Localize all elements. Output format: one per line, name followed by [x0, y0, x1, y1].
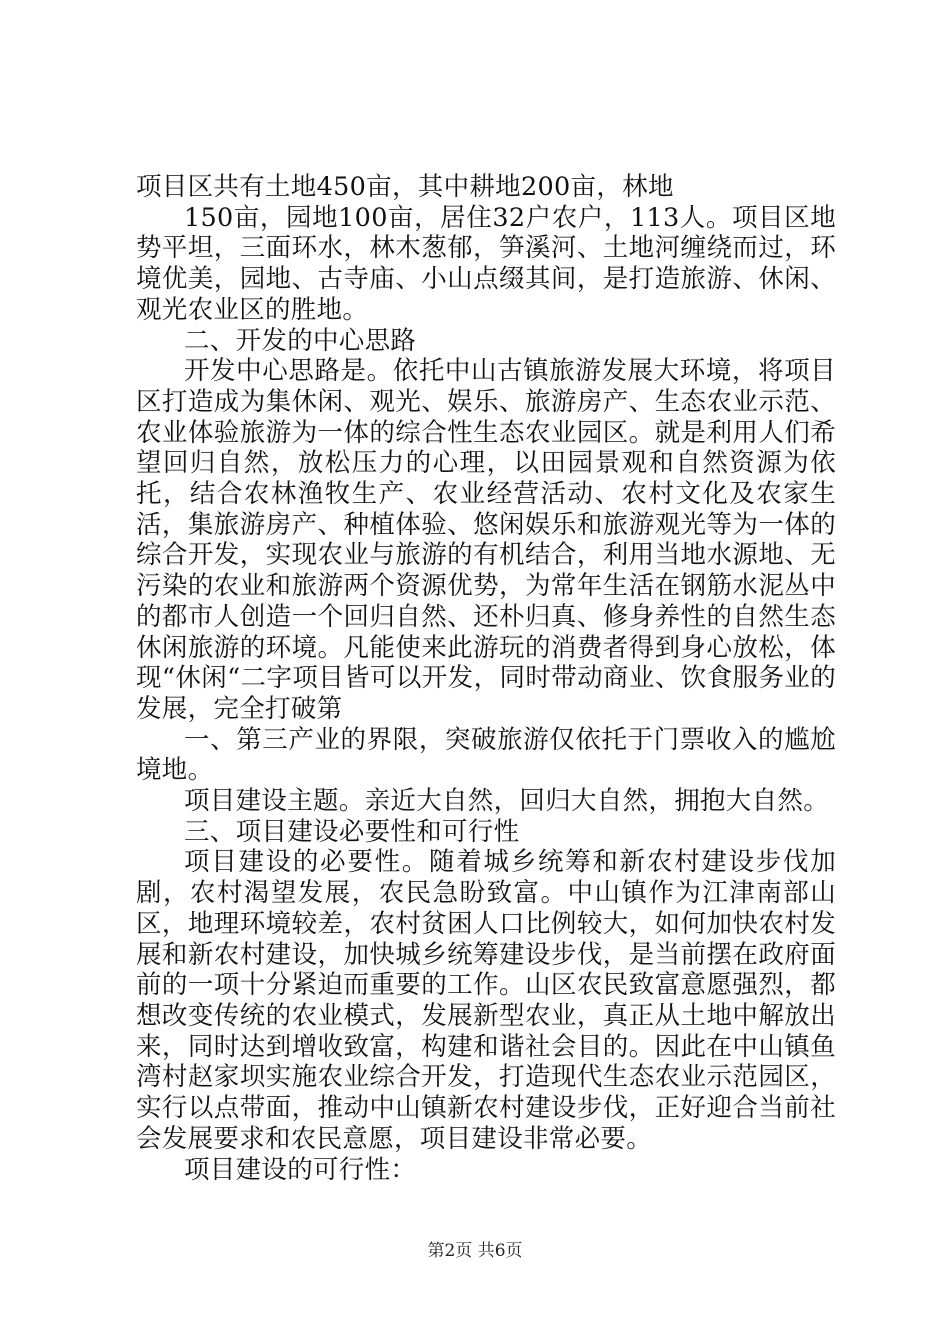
paragraph-industry-boundary: 一、第三产业的界限，突破旅游仅依托于门票收入的尴尬境地。	[136, 724, 836, 786]
page-number-footer: 第2页 共6页	[427, 1241, 523, 1261]
paragraph-development-ideas: 开发中心思路是。依托中山古镇旅游发展大环境，将项目区打造成为集休闲、观光、娱乐、旅游房产、生态农业示范、农业体验旅游为一体的综合性生态农业园区。就是利用人们希望回归自然，放松压力的心理，以田园景观和自然资源为依托，结合农林渔牧生产、农业经营活动、农村文化及农家生活，集旅游房产、种植体验、悠闲娱乐和旅游观光等为一体的综合开发，实现农业与旅游的有机结合，利用当地水源地、无污染的农业和旅游两个资源优势，为常年生活在钢筋水泥丛中的都市人创造一个回归自然、还朴归真、修身养性的自然生态休闲旅游的环境。凡能使来此游玩的消费者得到身心放松，体现“休闲“二字项目皆可以开发，同时带动商业、饮食服务业的发展，完全打破第	[136, 356, 836, 724]
document-body	[136, 172, 836, 1185]
paragraph-necessity: 项目建设的必要性。随着城乡统筹和新农村建设步伐加剧，农村渴望发展，农民急盼致富。中山镇作为江津南部山区，地理环境较差，农村贫困人口比例较大，如何加快农村发展和新农村建设，加快城乡统筹建设步伐，是当前摆在政府面前的一项十分紧迫而重要的工作。山区农民致富意愿强烈，都想改变传统的农业模式，发展新型农业，真正从土地中解放出来，同时达到增收致富，构建和谐社会目的。因此在中山镇鱼湾村赵家坝实施农业综合开发，打造现代生态农业示范园区，实行以点带面，推动中山镇新农村建设步伐，正好迎合当前社会发展要求和农民意愿，项目建设非常必要。	[136, 847, 836, 1154]
section-heading-necessity-feasibility: 三、项目建设必要性和可行性	[184, 816, 520, 847]
paragraph-feasibility: 项目建设的可行性：	[184, 1154, 417, 1185]
paragraph-project-theme: 项目建设主题。亲近大自然，回归大自然，拥抱大自然。	[184, 786, 830, 817]
section-heading-development-ideas: 二、开发的中心思路	[184, 325, 417, 356]
paragraph-land-summary: 项目区共有土地450亩，其中耕地200亩，林地	[136, 172, 674, 202]
paragraph-land-details: 150亩，园地100亩，居住32户农户，113人。项目区地势平坦，三面环水，林木葱郁，笋溪河、土地河缠绕而过，环境优美，园地、古寺庙、小山点缀其间，是打造旅游、休闲、观光农业区的胜地。	[136, 202, 836, 325]
